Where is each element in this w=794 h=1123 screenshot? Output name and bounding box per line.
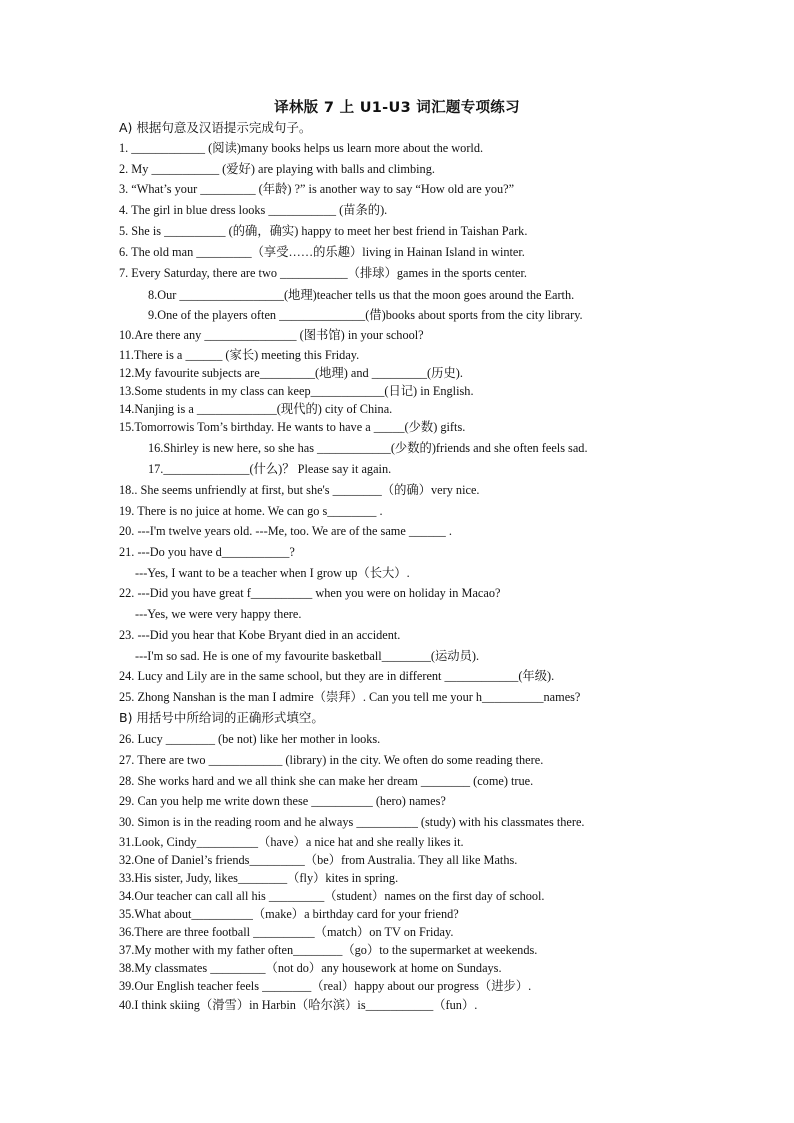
exercise-line: 38.My classmates _________（not do）any housework at home on Sundays. (119, 961, 502, 975)
exercise-line: 4. The girl in blue dress looks ___________ (苗条的). (119, 203, 388, 217)
exercise-line: 21. ---Do you have d___________? (119, 545, 295, 559)
exercise-line: 34.Our teacher can call all his _________（student）names on the first day of school. (119, 889, 545, 903)
exercise-line: 17.______________(什么)？ Please say it again. (148, 462, 392, 476)
document-title: 译林版 7 上 U1-U3 词汇题专项练习 (274, 100, 520, 116)
exercise-line: 14.Nanjing is a _____________(现代的) city of China. (119, 402, 393, 416)
exercise-line: ---I'm so sad. He is one of my favourite basketball________(运动员). (135, 649, 480, 663)
exercise-line: 24. Lucy and Lily are in the same school, but they are in different ____________(年级). (119, 669, 555, 683)
exercise-line: 13.Some students in my class can keep____________(日记) in English. (119, 384, 474, 398)
exercise-line: 35.What about__________（make）a birthday card for your friend? (119, 907, 459, 921)
exercise-line: ---Yes, we were very happy there. (135, 607, 302, 621)
exercise-line: 31.Look, Cindy__________（have）a nice hat and she really likes it. (119, 835, 464, 849)
exercise-line: 3. “What’s your _________ (年龄) ?” is another way to say “How old are you?” (119, 182, 515, 196)
exercise-line: 39.Our English teacher feels ________（real）happy about our progress（进步）. (119, 979, 532, 993)
section-heading: B) 用括号中所给词的正确形式填空。 (119, 710, 324, 725)
exercise-line: 28. She works hard and we all think she can make her dream ________ (come) true. (119, 774, 534, 788)
exercise-line: 5. She is __________ (的确，确实) happy to meet her best friend in Taishan Park. (119, 224, 528, 238)
exercise-line: 15.Tomorrowis Tom’s birthday. He wants to have a _____(少数) gifts. (119, 420, 466, 434)
exercise-line: 19. There is no juice at home. We can go s________ . (119, 504, 383, 518)
exercise-line: 40.I think skiing（滑雪）in Harbin（哈尔滨）is___________（fun）. (119, 998, 478, 1012)
exercise-line: ---Yes, I want to be a teacher when I grow up（长大）. (135, 566, 410, 580)
exercise-line: 29. Can you help me write down these __________ (hero) names? (119, 794, 446, 808)
exercise-line: 9.One of the players often ______________(借)books about sports from the city library. (148, 308, 583, 322)
exercise-line: 18.. She seems unfriendly at first, but she's ________（的确）very nice. (119, 483, 480, 497)
exercise-line: 37.My mother with my father often________（go）to the supermarket at weekends. (119, 943, 538, 957)
exercise-line: 2. My ___________ (爱好) are playing with balls and climbing. (119, 162, 435, 176)
exercise-line: 11.There is a ______ (家长) meeting this Friday. (119, 348, 360, 362)
exercise-line: 6. The old man _________（享受……的乐趣）living in Hainan Island in winter. (119, 245, 525, 259)
exercise-line: 27. There are two ____________ (library) in the city. We often do some reading there. (119, 753, 544, 767)
section-heading: A) 根据句意及汉语提示完成句子。 (119, 120, 312, 135)
exercise-line: 32.One of Daniel’s friends_________（be）from Australia. They all like Maths. (119, 853, 518, 867)
exercise-line: 12.My favourite subjects are_________(地理) and _________(历史). (119, 366, 463, 380)
exercise-line: 33.His sister, Judy, likes________（fly）kites in spring. (119, 871, 399, 885)
exercise-line: 36.There are three football __________（match）on TV on Friday. (119, 925, 454, 939)
exercise-line: 16.Shirley is new here, so she has ____________(少数的)friends and she often feels sad. (148, 441, 588, 455)
exercise-line: 25. Zhong Nanshan is the man I admire（崇拜）. Can you tell me your h__________names? (119, 690, 581, 704)
exercise-line: 30. Simon is in the reading room and he always __________ (study) with his classmates there. (119, 815, 585, 829)
exercise-line: 8.Our _________________(地理)teacher tells us that the moon goes around the Earth. (148, 288, 575, 302)
exercise-line: 7. Every Saturday, there are two ___________（排球）games in the sports center. (119, 266, 527, 280)
exercise-line: 26. Lucy ________ (be not) like her mother in looks. (119, 732, 381, 746)
exercise-line: 1. ____________ (阅读)many books helps us learn more about the world. (119, 141, 484, 155)
exercise-line: 23. ---Did you hear that Kobe Bryant died in an accident. (119, 628, 401, 642)
exercise-line: 20. ---I'm twelve years old. ---Me, too. We are of the same ______ . (119, 524, 452, 538)
exercise-line: 10.Are there any _______________ (图书馆) in your school? (119, 328, 424, 342)
exercise-line: 22. ---Did you have great f__________ when you were on holiday in Macao? (119, 586, 501, 600)
